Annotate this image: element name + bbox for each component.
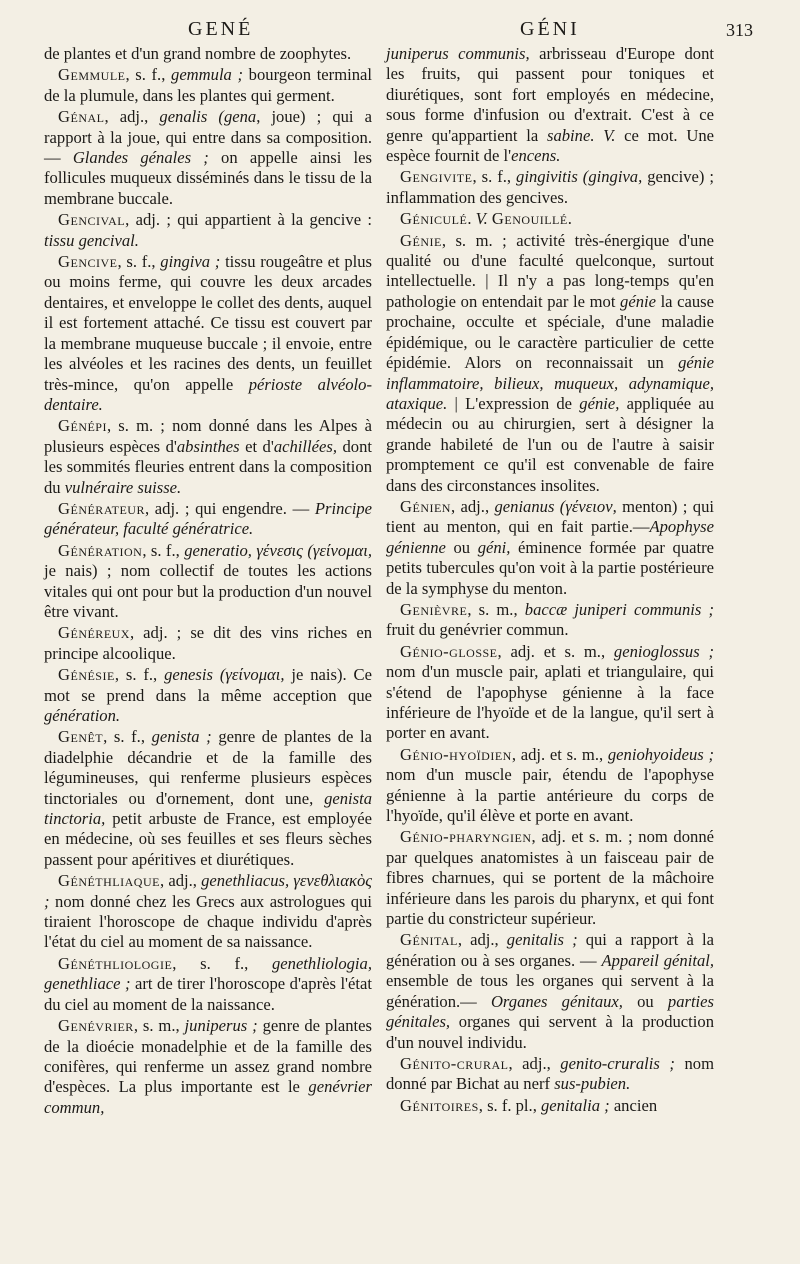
dictionary-entry	[386, 44, 714, 166]
entry-italic-text: génie,	[579, 393, 620, 413]
entry-headword: Genévrier	[58, 1016, 134, 1036]
entry-headword: Génération	[58, 540, 143, 560]
right-column	[386, 44, 714, 1117]
dictionary-entry	[44, 1016, 372, 1118]
dictionary-entry	[386, 600, 714, 641]
entry-text: , s. f.,	[103, 727, 152, 747]
entry-headword: Génio-hyoïdien	[400, 744, 512, 764]
entry-italic-text: V.	[475, 209, 488, 229]
entry-text: , s. f. pl.,	[478, 1095, 541, 1115]
entry-text: je nais). Ce mot se prend dans la même acception que	[44, 665, 372, 705]
entry-text: nom donné chez les Grecs aux astrologues qui tiraient l'horoscope de chaque individu d'après l'état du ciel au moment de sa naissance.	[44, 891, 372, 952]
entry-text: ce mot. Une espèce fournit de l'	[386, 125, 714, 166]
entry-text: nom d'un muscle pair, aplati et triangulaire, qui s'étend de l'apophyse génienne à la face inférieure de l'hyoïde et de la langue, qu'il sert à porter en avant.	[386, 662, 714, 743]
entry-text	[594, 126, 603, 145]
left-column	[44, 44, 372, 1119]
entry-headword: Génie	[400, 230, 442, 250]
page-number: 313	[726, 20, 753, 40]
dictionary-entry	[44, 871, 372, 953]
entry-italic-text: genioglossus ;	[613, 641, 714, 661]
entry-italic-text: V.	[603, 125, 616, 145]
dictionary-entry	[386, 1096, 714, 1116]
entry-italic-text: encens.	[511, 146, 561, 166]
entry-italic-text: genesis (γείνομαι,	[164, 665, 285, 685]
entry-text: , adj.,	[508, 1053, 561, 1073]
entry-italic-text: genévrier commun,	[44, 1077, 372, 1117]
entry-text: , s. f.,	[125, 65, 172, 85]
entry-text: , adj.,	[159, 871, 202, 891]
entry-headword: Génio-pharyngien	[400, 827, 532, 847]
dictionary-entry	[386, 231, 714, 496]
entry-headword: Genêt	[58, 727, 104, 747]
entry-text: | L'expression de	[447, 393, 580, 413]
entry-text: Genouillé	[491, 209, 568, 229]
entry-italic-text: parties génitales,	[386, 991, 714, 1032]
entry-headword: Génal	[58, 107, 105, 127]
entry-text: ancien	[609, 1095, 658, 1115]
entry-italic-text: Organes génitaux,	[490, 991, 623, 1011]
entry-text: éminence formée par quatre petits tubercules qu'on voit à la partie postérieure de la symphyse du menton.	[386, 537, 714, 598]
entry-text: genre de plantes de la diadelphie décandrie et de la famille des légumineuses, qui renferme plusieurs espèces tinctoriales ou d'ornement, dont une,	[44, 727, 372, 808]
entry-italic-text: geniohyoideus ;	[607, 744, 714, 764]
entry-italic-text: tissu gencival.	[44, 230, 139, 250]
entry-text: ou	[445, 537, 478, 557]
entry-italic-text: genalis (gena	[159, 107, 257, 127]
entry-headword: Genièvre	[400, 599, 468, 619]
entry-italic-text: achillées,	[273, 436, 337, 456]
entry-headword: Génio-glosse	[400, 641, 498, 661]
entry-italic-text: génie	[620, 291, 656, 311]
entry-text: , adj. et s. m.,	[511, 744, 608, 764]
entry-text: petit arbuste de France, est employée en médecine, où ses feuilles et ses fleurs sèches passent pour apéritives et diurétiques.	[44, 809, 372, 869]
entry-italic-text: genianus (γένειον,	[494, 496, 617, 516]
entry-text: , s. m. ; activité très-énergique d'une qualité ou d'une faculté quelconque, surtout intellectuelle. | Il n'y a pas long-temps qu'en pathologie on entendait par le mot	[386, 230, 714, 311]
entry-text: ensemble de tous les organes qui servent à la génération.—	[386, 971, 714, 1011]
entry-text: et d'	[239, 436, 274, 456]
entry-italic-text: génération.	[44, 706, 121, 725]
header-left-word: GENÉ	[188, 18, 254, 40]
entry-text: organes qui servent à la production d'un nouvel individu.	[386, 1012, 714, 1052]
entry-italic-text: genethliacus, γενεθλιακὸς ;	[44, 871, 372, 911]
entry-headword: Généthliologie	[58, 953, 173, 973]
entry-italic-text: Principe générateur, faculté génératrice.	[44, 498, 372, 539]
entry-text: on appelle ainsi les follicules muqueux disséminés dans le tissu de la membrane buccale.	[44, 148, 372, 208]
dictionary-entry	[44, 623, 372, 664]
entry-text: , adj.,	[104, 107, 160, 127]
dictionary-entry	[386, 642, 714, 744]
dictionary-entry	[44, 727, 372, 870]
entry-text: tissu rougeâtre et plus ou moins ferme, qui couvre les deux arcades dentaires, et enveloppe le collet des dents, auquel il est fortement attaché. Ce tissu est couvert par la membrane muqueuse buccale ; il envoie, entre les alvéoles et les racines des dents, un feuillet très-mince, qu'on appelle	[44, 252, 372, 394]
entry-italic-text: baccæ juniperi communis ;	[524, 599, 715, 619]
dictionary-entry	[44, 65, 372, 106]
dictionary-entry	[44, 416, 372, 498]
entry-italic-text: vulnéraire suisse.	[64, 477, 182, 497]
entry-italic-text: sus-pubien.	[554, 1074, 631, 1094]
dictionary-entry	[44, 210, 372, 251]
entry-text: , adj.,	[450, 496, 495, 516]
entry-text: , adj. ; qui engendre. —	[144, 498, 315, 518]
dictionary-entry	[44, 252, 372, 415]
entry-italic-text: genito-cruralis ;	[560, 1053, 675, 1073]
entry-italic-text: genista tinctoria,	[44, 788, 372, 829]
entry-headword: Généthliaque	[58, 871, 160, 891]
entry-text: , adj. ; se dit des vins riches en principe alcoolique.	[44, 623, 372, 663]
entry-text: , s. m. ; nom donné dans les Alpes à plusieurs espèces d'	[44, 416, 372, 456]
entry-text: , s. f.,	[142, 540, 185, 560]
dictionary-entry	[44, 665, 372, 726]
dictionary-entry	[386, 209, 714, 229]
entry-headword: Géniculé	[400, 209, 468, 229]
dictionary-entry	[44, 541, 372, 623]
entry-text: , adj. et s. m.,	[497, 641, 614, 661]
dictionary-entry	[386, 827, 714, 929]
entry-text: , adj. ; qui appartient à la gencive :	[125, 210, 372, 230]
entry-headword: Génitoires	[400, 1095, 479, 1115]
entry-text: nom d'un muscle pair, étendu de l'apophyse génienne à la partie antérieure du corps de l'hyoïde, qu'il élève et porte en avant.	[386, 765, 714, 826]
entry-headword: Gengivite	[400, 167, 473, 187]
entry-text: , s. f.,	[117, 252, 161, 272]
entry-headword: Gencival	[58, 210, 126, 230]
dictionary-entry	[44, 954, 372, 1015]
entry-italic-text: juniperus ;	[184, 1016, 258, 1036]
entry-headword: Génital	[400, 930, 458, 950]
dictionary-entry	[44, 44, 372, 64]
entry-italic-text: Appareil génital,	[601, 950, 714, 970]
entry-text: qui a rapport à la génération ou à ses organes. —	[386, 930, 714, 970]
entry-text: la cause prochaine, occulte et spéciale, d'une maladie épidémique, ou le caractère particulier de cette épidémie. Alors on reconnaissait un	[386, 291, 714, 373]
entry-text: de plantes et d'un grand nombre de zoophytes.	[44, 44, 352, 63]
entry-italic-text: périoste alvéolo-dentaire.	[44, 374, 372, 414]
entry-headword: Gemmule	[58, 65, 126, 85]
entry-text: genre de plantes de la dioécie monadelphie et de la famille des conifères, qui renferme un assez grand nombre d'espèces. La plus importante est le	[44, 1016, 372, 1097]
entry-italic-text: géni,	[477, 537, 511, 557]
entry-headword: Gencive	[58, 252, 118, 272]
header-right-word: GÉNI	[520, 18, 580, 40]
entry-headword: Génien	[400, 496, 451, 516]
entry-text: fruit du genévrier commun.	[386, 620, 569, 640]
entry-text: je nais) ; nom collectif de toutes les actions vitales qui ont pour but la production d'un nouvel être vivant.	[44, 561, 372, 621]
entry-text: nom donné par Bichat au nerf	[386, 1053, 714, 1094]
running-header	[0, 18, 800, 44]
entry-italic-text: genethliologia, genethliace ;	[44, 953, 372, 994]
dictionary-entry	[44, 107, 372, 209]
entry-italic-text: genista ;	[151, 727, 212, 747]
entry-headword: Génésie	[58, 665, 115, 685]
entry-headword: Générateur	[58, 498, 145, 518]
entry-text: appliquée au médecin ou au chirurgien, sert à désigner la grande habileté de l'un ou de l'autre à saisir promptement ce qu'il est convenable de faire dans des circonstances insolites.	[386, 393, 714, 495]
entry-text: menton) ; qui tient au menton, qui en fait partie.—	[386, 496, 714, 537]
entry-text: , s. m.,	[467, 599, 525, 619]
dictionary-entry	[386, 1054, 714, 1095]
entry-italic-text: juniperus communis,	[386, 44, 530, 63]
dictionary-entry	[386, 745, 714, 827]
entry-text: , s. f.,	[472, 167, 517, 187]
entry-text: arbrisseau d'Europe dont les fruits, qui passent pour toniques et diurétiques, sont fort employés en médecine, sous forme d'infusion ou d'extrait. C'est à ce genre qu'appartient la	[386, 44, 714, 145]
entry-italic-text: gemmula ;	[171, 65, 244, 85]
entry-text: ou	[622, 991, 668, 1011]
entry-headword: Génito-crural	[400, 1053, 509, 1073]
entry-italic-text: génie inflammatoire, bilieux, muqueux, adynamique, ataxique.	[386, 353, 714, 413]
entry-text: dont les sommités fleuries entrent dans la composition du	[44, 436, 372, 497]
dictionary-entry	[386, 167, 714, 208]
entry-italic-text: gingiva ;	[160, 252, 221, 272]
entry-text: , s. m.,	[133, 1016, 185, 1036]
entry-text: gencive) ; inflammation des gencives.	[386, 167, 714, 207]
dictionary-entry	[44, 499, 372, 540]
entry-italic-text: absinthes	[176, 436, 240, 456]
dictionary-entry	[386, 930, 714, 1052]
entry-italic-text: genitalia ;	[541, 1095, 610, 1115]
entry-italic-text: genitalis ;	[506, 930, 578, 950]
entry-text: , joue) ; qui a rapport à la joue, qui entre dans sa composition. —	[44, 107, 372, 168]
entry-text: bourgeon terminal de la plumule, dans les plantes qui germent.	[44, 65, 372, 105]
entry-text: , s. f.,	[114, 665, 165, 685]
entry-italic-text: sabine.	[547, 125, 595, 145]
entry-text: .	[567, 209, 572, 229]
entry-text: , s. f.,	[172, 953, 272, 973]
entry-text: .	[467, 209, 476, 229]
entry-text: , adj. et s. m. ; nom donné par quelques anatomistes à un faisceau pair de fibres charnues, qui se portent de la mâchoire inférieure dans les parois du pharynx, et qui font partie du constricteur supérieur.	[386, 827, 714, 929]
entry-italic-text: generatio, γένεσις (γείνομαι,	[184, 540, 372, 560]
entry-headword: Génépi	[58, 416, 107, 436]
entry-italic-text: Apophyse génienne	[386, 517, 714, 557]
entry-italic-text: gingivitis (gingiva,	[516, 167, 643, 187]
entry-text: , adj.,	[457, 930, 507, 950]
entry-text: art de tirer l'horoscope d'après l'état du ciel au moment de la naissance.	[44, 974, 372, 1014]
dictionary-entry	[386, 497, 714, 599]
entry-headword: Généreux	[58, 623, 130, 643]
entry-italic-text: Glandes génales ;	[72, 148, 209, 168]
